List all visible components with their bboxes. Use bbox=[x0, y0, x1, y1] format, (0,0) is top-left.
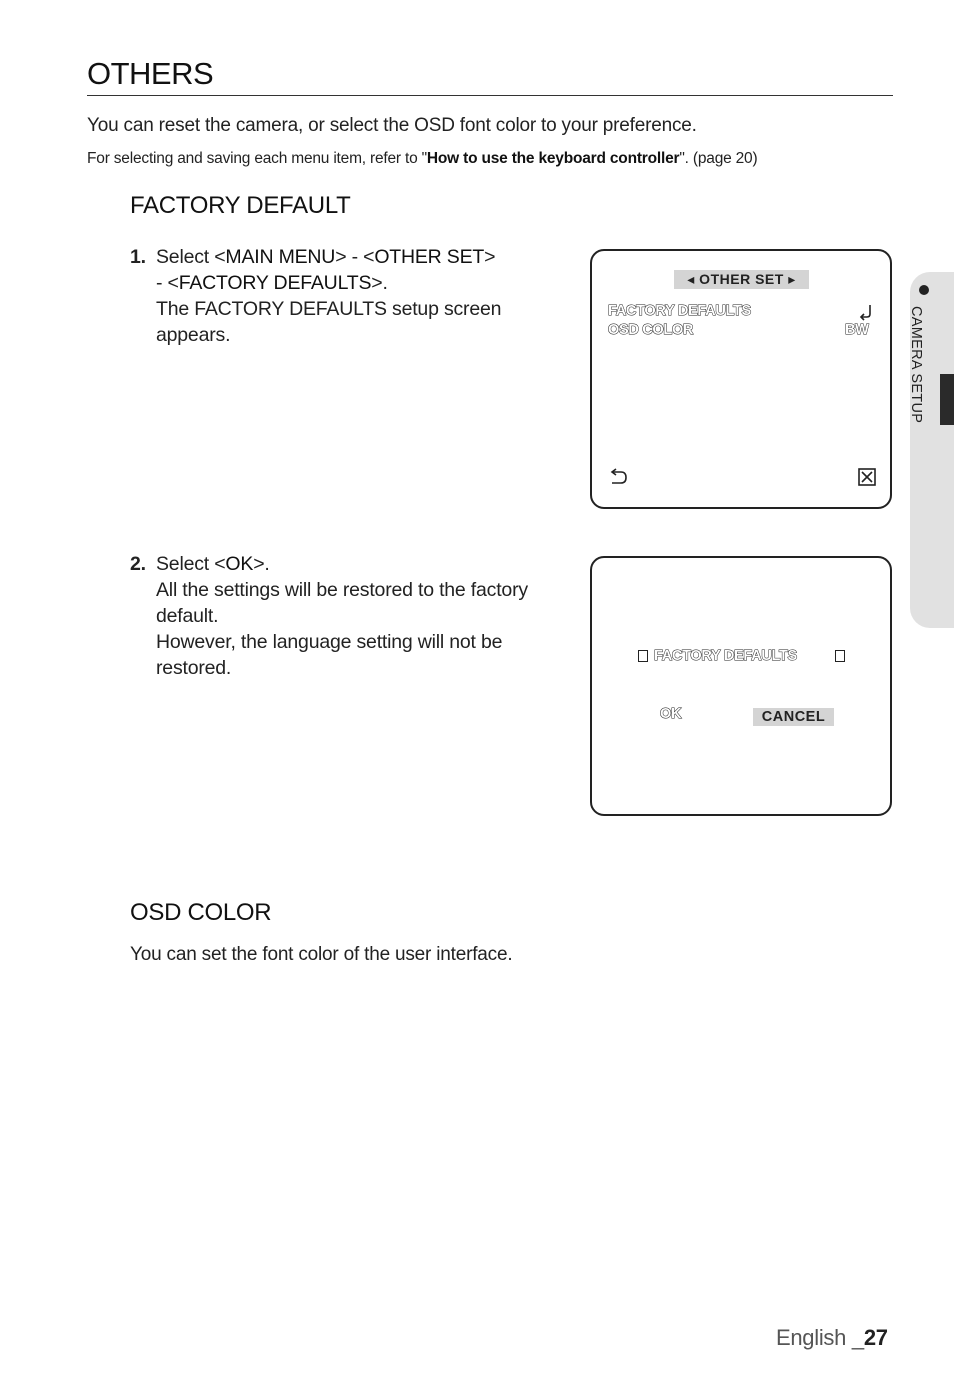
footer-language: English _ bbox=[776, 1325, 864, 1350]
step-2-number: 2. bbox=[130, 553, 146, 575]
step-1-number: 1. bbox=[130, 246, 146, 268]
bracket-left-icon bbox=[638, 650, 648, 662]
osd-color-value: BW bbox=[845, 322, 869, 338]
page-footer bbox=[776, 1325, 888, 1351]
page-number: 27 bbox=[863, 1325, 888, 1350]
ok-button[interactable]: OK bbox=[660, 706, 682, 722]
step-1-text: Select <MAIN MENU> - <OTHER SET> - <FACTORY DEFAULTS>. The FACTORY DEFAULTS setup screen appears. bbox=[156, 246, 502, 346]
page-title: OTHERS bbox=[87, 56, 214, 91]
chapter-label: CAMERA SETUP bbox=[908, 306, 924, 424]
enter-icon[interactable] bbox=[858, 303, 876, 321]
osd-color-heading: OSD COLOR bbox=[130, 899, 272, 926]
factory-defaults-screen bbox=[590, 556, 892, 816]
other-set-screen bbox=[590, 249, 892, 509]
reference-note bbox=[87, 150, 757, 168]
intro-text: You can reset the camera, or select the OSD font color to your preference. bbox=[87, 115, 697, 136]
factory-defaults-menu-item[interactable]: FACTORY DEFAULTS bbox=[608, 303, 751, 319]
cancel-button[interactable]: CANCEL bbox=[753, 708, 834, 726]
bracket-right-icon bbox=[835, 650, 845, 662]
step-2-text: Select <OK>. All the settings will be restored to the factory default. However, the language setting will not be restored. bbox=[156, 553, 528, 679]
return-icon[interactable] bbox=[608, 468, 628, 486]
factory-defaults-title: FACTORY DEFAULTS bbox=[654, 648, 797, 664]
osd-color-description: You can set the font color of the user interface. bbox=[130, 944, 513, 965]
step-1 bbox=[130, 244, 550, 354]
bullet-dot-icon bbox=[919, 285, 929, 295]
close-box-icon[interactable] bbox=[858, 468, 876, 486]
note-suffix: ". (page 20) bbox=[679, 150, 758, 167]
note-link-text: How to use the keyboard controller bbox=[426, 150, 680, 167]
title-divider bbox=[87, 95, 893, 96]
note-prefix: For selecting and saving each menu item, refer to " bbox=[87, 150, 427, 167]
chapter-marker bbox=[940, 374, 954, 425]
other-set-tab[interactable]: ◂ OTHER SET ▸ bbox=[674, 270, 809, 289]
factory-default-heading: FACTORY DEFAULT bbox=[130, 192, 351, 219]
osd-color-menu-item[interactable]: OSD COLOR bbox=[608, 322, 694, 338]
step-2 bbox=[130, 551, 550, 691]
